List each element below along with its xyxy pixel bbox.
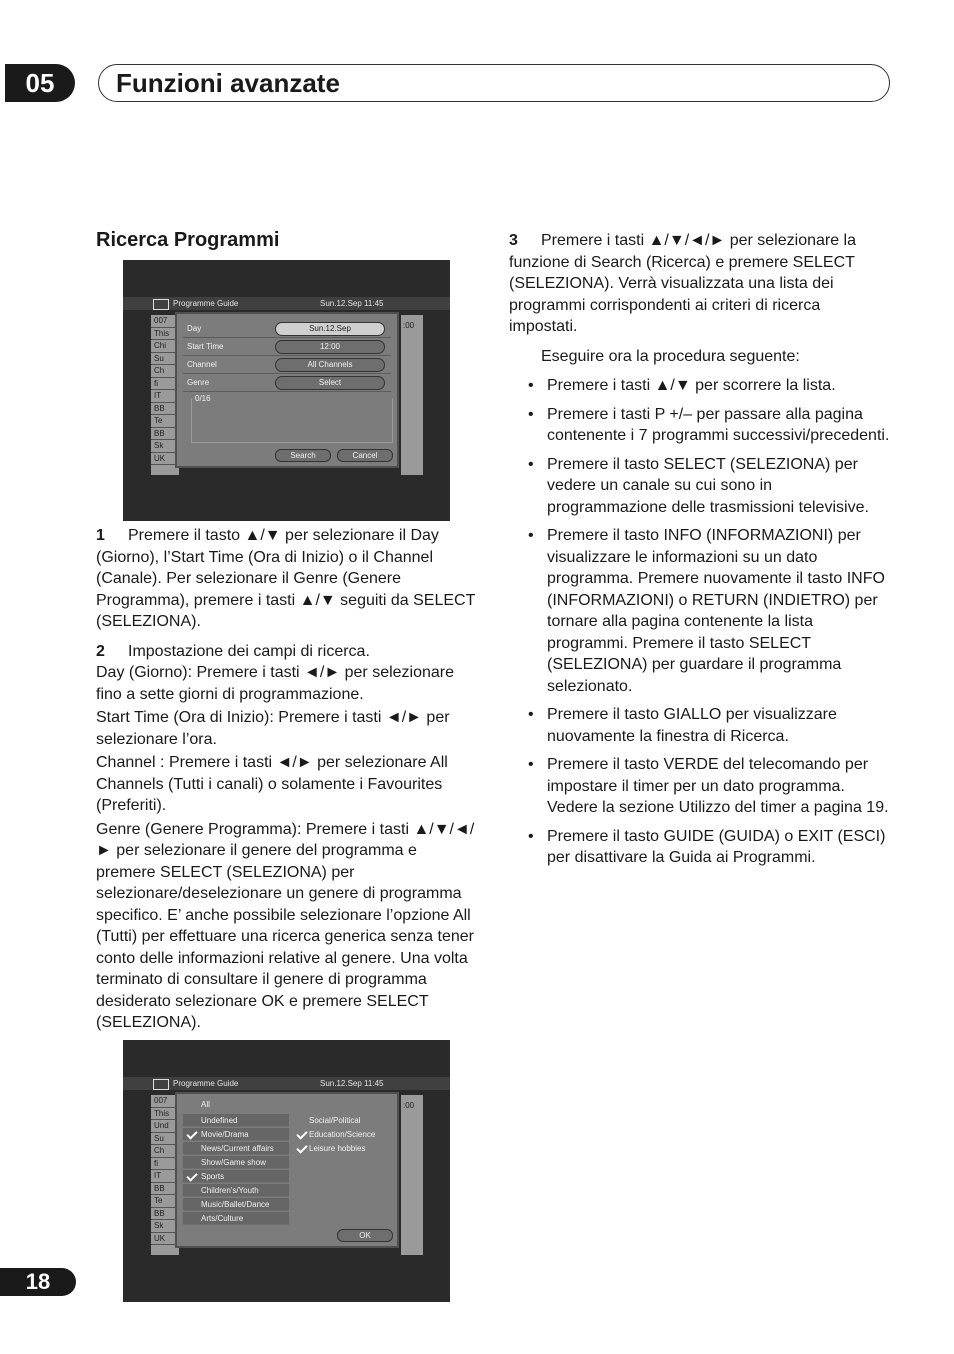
page-number: 18	[0, 1268, 76, 1296]
list-item: • Premere il tasto SELECT (SELEZIONA) per vedere un canale su cui sono in programmazione delle trasmissioni televisive.	[509, 454, 893, 519]
chapter-number: 05	[5, 64, 75, 102]
results-box	[191, 398, 393, 443]
genre-screen-image	[123, 1040, 450, 1302]
guide-title: Programme Guide	[173, 1079, 239, 1088]
guide-icon	[153, 1079, 169, 1090]
result-count: 0/16	[195, 394, 211, 403]
search-button[interactable]: Search	[275, 449, 331, 462]
check-icon	[296, 1142, 307, 1153]
guide-title-bar	[123, 1077, 450, 1090]
bullet-list	[509, 375, 893, 869]
genre-item[interactable]: Music/Ballet/Dance	[183, 1198, 289, 1211]
day-value[interactable]: Sun.12.Sep	[275, 322, 385, 336]
cancel-button[interactable]: Cancel	[337, 449, 393, 462]
channel-list-background: 007 This Chi Su Ch fi IT BB Te BB Sk UK	[151, 315, 179, 475]
day-instruction: Day (Giorno): Premere i tasti ◄/► per selezionare fino a sette giorni di programmazione.	[96, 664, 455, 703]
genre-item[interactable]: Social/Political	[309, 1116, 361, 1125]
genre-dialog	[175, 1092, 399, 1248]
genre-item[interactable]: News/Current affairs	[183, 1142, 289, 1155]
chapter-title: Funzioni avanzate	[116, 68, 340, 98]
start-time-row[interactable]: Start Time 12:00	[183, 338, 391, 356]
ok-button[interactable]: OK	[337, 1229, 393, 1242]
list-item: • Premere il tasto VERDE del telecomando per impostare il timer per un dato programma. Vedere la sezione Utilizzo del timer a pagina 19.	[509, 754, 893, 819]
genre-item[interactable]: Children's/Youth	[183, 1184, 289, 1197]
right-column	[509, 230, 893, 876]
channel-row[interactable]: Channel All Channels	[183, 356, 391, 374]
genre-instruction: Genre (Genere Programma): Premere i tasti ▲/▼/◄/► per selezionare il genere del programma e premere SELECT (SELEZIONA) per selezionare/deselezionare un genere di programma specifico. E’ anche possibile selezionare l’opzione All (Tutti) per effettuare una ricerca generica senza tener conto delle informazioni relative al genere. Una volta terminato di consultare il genere di programma desiderato selezionare OK e premere SELECT (SELEZIONA).	[96, 820, 475, 1031]
left-column	[96, 525, 478, 1042]
genre-item[interactable]: Show/Game show	[183, 1156, 289, 1169]
guide-date: Sun.12.Sep 11:45	[320, 299, 384, 308]
schedule-background: :00	[401, 315, 423, 475]
genre-value[interactable]: Select	[275, 376, 385, 390]
list-item: • Premere i tasti P +/– per passare alla pagina contenente i 7 programmi successivi/precedenti.	[509, 404, 893, 447]
guide-date: Sun.12.Sep 11:45	[320, 1079, 384, 1088]
schedule-background: :00	[401, 1095, 423, 1255]
start-time-value[interactable]: 12:00	[275, 340, 385, 354]
genre-item[interactable]: Education/Science	[293, 1128, 393, 1141]
section-title: Ricerca Programmi	[96, 229, 280, 251]
step-1: 1 Premere il tasto ▲/▼ per selezionare il Day (Giorno), l’Start Time (Ora di Inizio) o il Channel (Canale). Per selezionare il Genre (Genere Programma), premere i tasti ▲/▼ seguiti da SELECT (SELEZIONA).	[96, 527, 476, 630]
day-row[interactable]: Day Sun.12.Sep	[183, 320, 391, 338]
genre-item[interactable]: Sports	[183, 1170, 289, 1183]
list-item: • Premere il tasto INFO (INFORMAZIONI) per visualizzare le informazioni su un dato programma. Premere nuovamente il tasto INFO (INFORMAZIONI) o RETURN (INDIETRO) per tornare alla pagina contenente la lista programmi. Premere il tasto SELECT (SELEZIONA) per guardare il programma selezionato.	[509, 525, 893, 697]
guide-icon	[153, 299, 169, 310]
genre-row[interactable]: Genre Select	[183, 374, 391, 392]
genre-item[interactable]: Leisure hobbies	[293, 1142, 393, 1155]
step-3: 3 Premere i tasti ▲/▼/◄/► per selezionare la funzione di Search (Ricerca) e premere SELECT (SELEZIONA). Verrà visualizzata una lista dei programmi corrispondenti ai criteri di ricerca impostati.	[509, 232, 857, 335]
genre-item[interactable]: Undefined	[183, 1114, 289, 1127]
list-item: • Premere i tasti ▲/▼ per scorrere la lista.	[509, 375, 893, 397]
guide-title: Programme Guide	[173, 299, 239, 308]
genre-all[interactable]: All	[201, 1100, 210, 1109]
channel-value[interactable]: All Channels	[275, 358, 385, 372]
check-icon	[186, 1128, 197, 1139]
start-time-instruction: Start Time (Ora di Inizio): Premere i tasti ◄/► per selezionare l’ora.	[96, 709, 450, 748]
search-screen-image	[123, 260, 450, 521]
list-item: • Premere il tasto GIALLO per visualizzare nuovamente la finestra di Ricerca.	[509, 704, 893, 747]
check-icon	[296, 1128, 307, 1139]
step-2: 2 Impostazione dei campi di ricerca.	[96, 642, 370, 660]
list-item: • Premere il tasto GUIDE (GUIDA) o EXIT (ESCI) per disattivare la Guida ai Programmi.	[509, 826, 893, 869]
genre-item[interactable]: Movie/Drama	[183, 1128, 289, 1141]
channel-list-background: 007 This Und Su Ch fi IT BB Te BB Sk UK	[151, 1095, 179, 1255]
guide-title-bar	[123, 297, 450, 310]
procedure-intro: Eseguire ora la procedura seguente:	[541, 347, 800, 365]
channel-instruction: Channel : Premere i tasti ◄/► per selezionare All Channels (Tutti i canali) o solamente i Favourites (Preferiti).	[96, 754, 448, 814]
check-icon	[186, 1170, 197, 1181]
genre-item[interactable]: Arts/Culture	[183, 1212, 289, 1225]
search-dialog	[175, 312, 399, 468]
